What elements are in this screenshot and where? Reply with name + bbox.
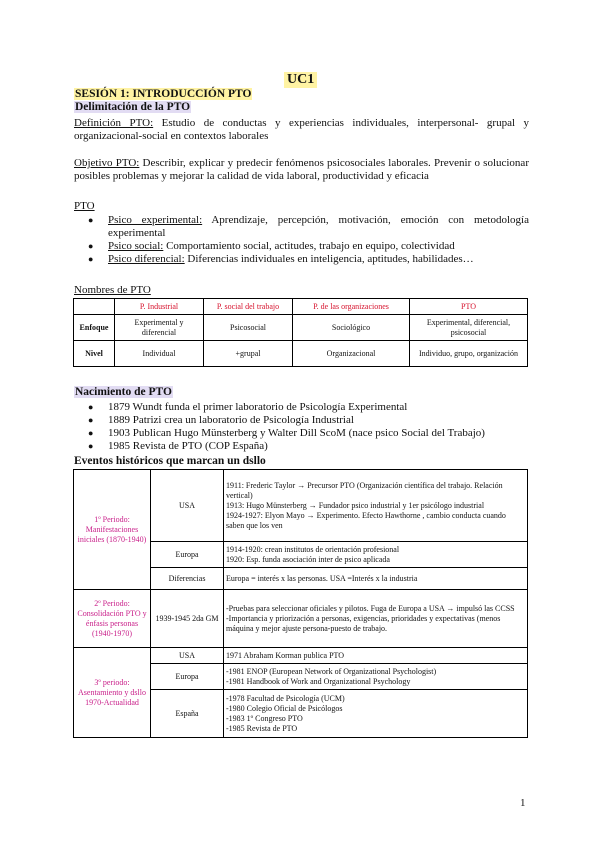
table-row xyxy=(74,299,528,315)
table-row xyxy=(74,470,528,542)
table-corner xyxy=(74,299,115,315)
branch-text: Aprendizaje, percepción, motivación, emoción con metodología experimental xyxy=(108,214,529,239)
event-line: -1981 Handbook of Work and Organizational Psychology xyxy=(226,676,411,686)
table-row xyxy=(74,648,528,664)
event-line: -1983 1º Congreso PTO xyxy=(226,713,303,723)
region-cell: Europa xyxy=(151,664,224,690)
document-title: UC1 xyxy=(284,72,317,88)
branch-label: Psico experimental: xyxy=(108,214,203,226)
events-cell xyxy=(224,542,528,568)
birth-list xyxy=(74,401,529,453)
list-item xyxy=(74,253,529,266)
definition-text: Estudio de conductas y experiencias individuales, interpersonal- grupal y organizacional-social en contextos laborales xyxy=(74,117,530,142)
list-item: ● 1985 Revista de PTO (COP España) xyxy=(74,440,529,453)
events-cell xyxy=(224,590,528,648)
row-label: Enfoque xyxy=(74,315,115,341)
names-table xyxy=(73,298,528,367)
list-item: ● 1879 Wundt funda el primer laboratorio de Psicología Experimental xyxy=(74,401,529,414)
event-line: -Pruebas para seleccionar oficiales y pilotos. Fuga de Europa a USA → impulsó las CCSS xyxy=(226,603,515,613)
event-line: 1911: Frederic Taylor → Precursor PTO (Organización científica del trabajo. Relación vertical) xyxy=(226,480,503,500)
region-cell: USA xyxy=(151,470,224,542)
objective-label: Objetivo PTO: xyxy=(74,157,140,169)
definition-paragraph xyxy=(74,117,529,143)
region-cell: España xyxy=(151,690,224,738)
events-heading: Eventos históricos que marcan un dsllo xyxy=(74,455,266,467)
events-table xyxy=(73,469,528,738)
events-cell: 1971 Abraham Korman publica PTO xyxy=(224,648,528,664)
section-heading: SESIÓN 1: INTRODUCCIÓN PTO xyxy=(75,88,252,100)
pto-branches-list xyxy=(74,214,529,266)
list-item xyxy=(74,240,529,253)
branch-label: Psico social: xyxy=(108,240,164,252)
event-line: -1985 Revista de PTO xyxy=(226,723,298,733)
objective-text: Describir, explicar y predecir fenómenos psicosociales laborales. Prevenir o solucionar posibles problemas y mejorar la calidad de vida laboral, productividad y eficacia xyxy=(74,157,529,182)
table-cell: Organizacional xyxy=(293,341,410,367)
birth-heading: Nacimiento de PTO xyxy=(75,386,172,398)
event-line: 1913: Hugo Münsterberg → Fundador psico industrial y 1er psicólogo industrial xyxy=(226,500,485,510)
events-cell xyxy=(224,664,528,690)
event-line: 1924-1927: Elyon Mayo → Experimento. Efecto Hawthorne , cambio conducta cuando saben que los ven xyxy=(226,510,506,530)
table-cell: Sociológico xyxy=(293,315,410,341)
branch-label: Psico diferencial: xyxy=(108,253,185,265)
event-line: 1920: Esp. funda asociación inter de psico aplicada xyxy=(226,554,390,564)
names-label: Nombres de PTO xyxy=(74,284,151,296)
table-row xyxy=(74,315,528,341)
table-row xyxy=(74,341,528,367)
table-cell: Psicosocial xyxy=(204,315,293,341)
event-line: 1914-1920: crean institutos de orientación profesional xyxy=(226,544,400,554)
branch-text: Diferencias individuales en inteligencia, aptitudes, habilidades… xyxy=(184,253,474,265)
event-line: -1980 Colegio Oficial de Psicólogos xyxy=(226,703,343,713)
branch-text: Comportamiento social, actitudes, trabajo en equipo, colectividad xyxy=(163,240,455,252)
table-cell: Experimental, diferencial, psicosocial xyxy=(410,315,528,341)
table-header: PTO xyxy=(410,299,528,315)
pto-label: PTO xyxy=(74,200,95,212)
delimitation-heading: Delimitación de la PTO xyxy=(75,101,191,113)
table-cell: +grupal xyxy=(204,341,293,367)
events-cell: Europa = interés x las personas. USA =Interés x la industria xyxy=(224,568,528,590)
row-label: Nivel xyxy=(74,341,115,367)
page-number: 1 xyxy=(520,797,526,809)
table-cell: Individual xyxy=(115,341,204,367)
table-header: P. social del trabajo xyxy=(204,299,293,315)
table-row xyxy=(74,590,528,648)
period-cell: 3º periodo: Asentamiento y dsllo 1970-Actualidad xyxy=(74,648,151,738)
table-cell: Experimental y diferencial xyxy=(115,315,204,341)
region-cell: USA xyxy=(151,648,224,664)
definition-label: Definición PTO: xyxy=(74,117,154,129)
table-header: P. Industrial xyxy=(115,299,204,315)
table-header: P. de las organizaciones xyxy=(293,299,410,315)
period-cell: 1º Periodo: Manifestaciones iniciales (1870-1940) xyxy=(74,470,151,590)
region-cell: Diferencias xyxy=(151,568,224,590)
events-cell xyxy=(224,470,528,542)
list-item: ● 1889 Patrizi crea un laboratorio de Psicología Industrial xyxy=(74,414,529,427)
table-cell: Individuo, grupo, organización xyxy=(410,341,528,367)
period-cell: 2º Periodo: Consolidación PTO y énfasis personas (1940-1970) xyxy=(74,590,151,648)
objective-paragraph xyxy=(74,157,529,183)
event-line: -Importancia y priorización a personas, exigencias, prioridades y expectativas (menos máquina y mejor ajuste persona-puesto de trabajo. xyxy=(226,613,501,633)
region-cell: Europa xyxy=(151,542,224,568)
region-cell: 1939-1945 2da GM xyxy=(151,590,224,648)
event-line: -1981 ENOP (European Network of Organizational Psychologist) xyxy=(226,666,437,676)
list-item: ● 1903 Publican Hugo Münsterberg y Walter Dill ScoM (nace psico Social del Trabajo) xyxy=(74,427,529,440)
events-cell xyxy=(224,690,528,738)
list-item xyxy=(74,214,529,240)
event-line: -1978 Facultad de Psicología (UCM) xyxy=(226,693,345,703)
